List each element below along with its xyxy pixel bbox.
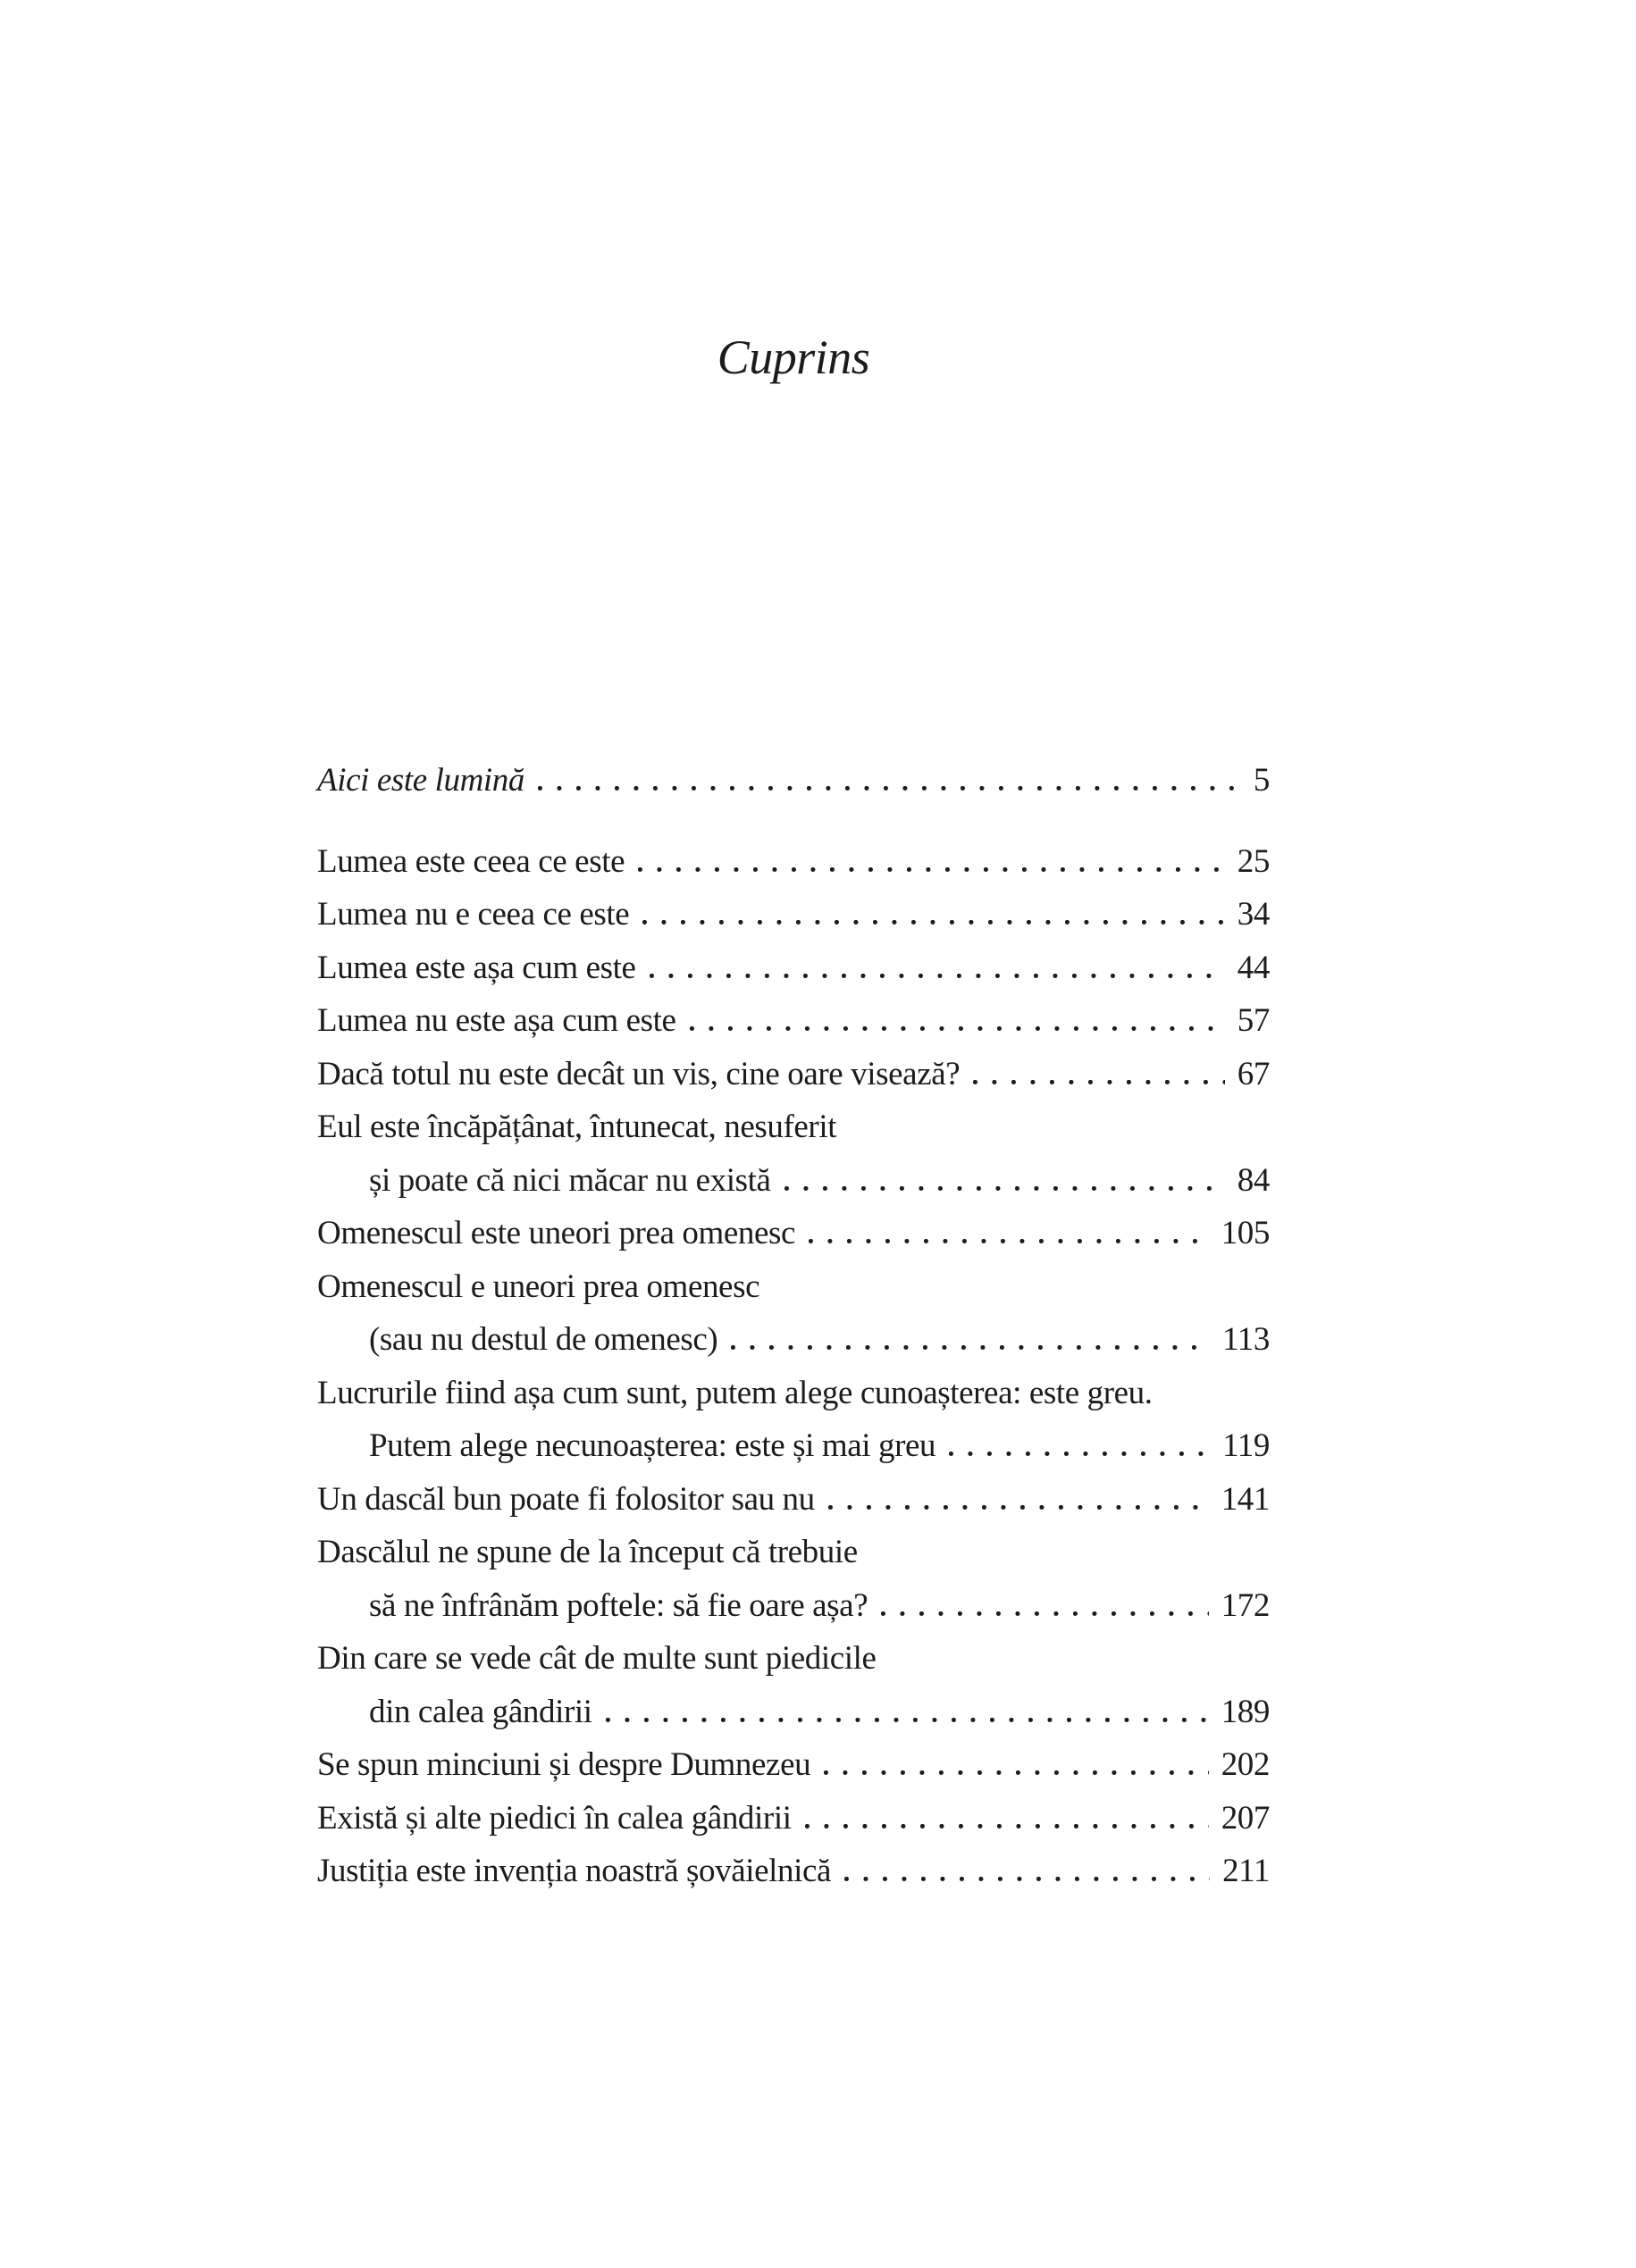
table-of-contents	[317, 754, 1270, 1898]
toc-entry	[317, 1845, 1270, 1898]
toc-entry	[317, 1686, 1270, 1739]
toc-entry-page-number: 34	[1237, 896, 1270, 933]
toc-entry-page-number: 113	[1222, 1321, 1270, 1358]
toc-entry-title: Putem alege necunoașterea: este și mai greu	[369, 1427, 936, 1464]
toc-entry-title: Lumea este ceea ce este	[317, 842, 625, 880]
toc-entry	[317, 888, 1270, 942]
toc-entry	[317, 1048, 1270, 1101]
toc-entry-title: Există și alte piedici în calea gândirii	[317, 1799, 792, 1837]
toc-entry	[317, 1738, 1270, 1792]
toc-entry	[317, 835, 1270, 889]
toc-entry-title: Se spun minciuni și despre Dumnezeu	[317, 1746, 811, 1783]
toc-entry-page-number: 141	[1221, 1480, 1270, 1518]
toc-entry-title: Lumea este așa cum este	[317, 949, 636, 986]
page-title: Cuprins	[717, 331, 870, 384]
toc-entry	[317, 1526, 1270, 1579]
toc-entry-title: și poate că nici măcar nu există	[369, 1161, 771, 1199]
dot-leader	[844, 1877, 1210, 1881]
toc-entry	[317, 1632, 1270, 1686]
toc-entry-page-number: 211	[1222, 1853, 1270, 1889]
toc-entry-title: Un dascăl bun poate fi folositor sau nu	[317, 1480, 815, 1518]
toc-entry-title: Omenescul este uneori prea omenesc	[317, 1215, 796, 1251]
toc-entry	[317, 1101, 1270, 1154]
toc-entry	[317, 1792, 1270, 1845]
toc-entry-title: Justiția este invenția noastră șovăielnică	[317, 1853, 832, 1889]
dot-leader	[606, 1718, 1209, 1722]
toc-entry-page-number: 189	[1221, 1693, 1270, 1730]
dot-leader	[828, 1505, 1209, 1510]
toc-entry-title: din calea gândirii	[369, 1693, 592, 1730]
dot-leader	[784, 1186, 1225, 1191]
text-block	[317, 0, 1270, 1898]
toc-entry-title: Eul este încăpățânat, întunecat, nesuferit	[317, 1109, 837, 1145]
toc-entry-page-number: 5	[1253, 762, 1270, 799]
toc-entry-page-number: 207	[1221, 1799, 1270, 1837]
dot-leader	[949, 1452, 1210, 1456]
dot-leader	[809, 1239, 1209, 1243]
toc-entry-title: Aici este lumină	[317, 762, 524, 799]
dot-leader	[638, 867, 1225, 872]
toc-entry	[317, 754, 1270, 808]
toc-entry-page-number: 44	[1237, 949, 1270, 986]
toc-entry-page-number: 67	[1237, 1055, 1270, 1092]
toc-entry-page-number: 84	[1237, 1161, 1270, 1199]
dot-leader	[690, 1026, 1225, 1031]
toc-entry	[317, 1313, 1270, 1367]
toc-entry	[317, 1207, 1270, 1260]
toc-entry	[317, 1579, 1270, 1633]
dot-leader	[538, 786, 1241, 791]
toc-entry	[317, 1154, 1270, 1208]
toc-entry-title: Lumea nu este așa cum este	[317, 1002, 676, 1039]
toc-entry-title: (sau nu destul de omenesc)	[369, 1321, 718, 1358]
toc-entry-page-number: 119	[1222, 1427, 1270, 1464]
dot-leader	[650, 974, 1225, 978]
dot-leader	[642, 920, 1225, 925]
toc-entry-title: Lucrurile fiind așa cum sunt, putem alege cunoașterea: este greu.	[317, 1374, 1153, 1411]
toc-entry	[317, 1260, 1270, 1314]
toc-entry-page-number: 105	[1221, 1215, 1270, 1251]
toc-entry-page-number: 202	[1221, 1746, 1270, 1783]
toc-entry-title: să ne înfrânăm poftele: să fie oare așa?	[369, 1586, 868, 1624]
toc-entry-page-number: 25	[1237, 842, 1270, 880]
toc-entry-title: Din care se vede cât de multe sunt piedicile	[317, 1640, 877, 1677]
toc-entry	[317, 1419, 1270, 1473]
toc-entry	[317, 994, 1270, 1048]
toc-entry-title: Omenescul e uneori prea omenesc	[317, 1268, 760, 1305]
toc-entry-title: Dascălul ne spune de la început că trebuie	[317, 1534, 858, 1570]
toc-entry-title: Dacă totul nu este decât un vis, cine oare visează?	[317, 1055, 961, 1092]
dot-leader	[731, 1345, 1210, 1350]
toc-entry	[317, 942, 1270, 995]
toc-entry-title: Lumea nu e ceea ce este	[317, 896, 630, 933]
dot-leader	[973, 1080, 1225, 1084]
toc-entry-page-number: 57	[1237, 1002, 1270, 1039]
dot-leader	[881, 1611, 1208, 1616]
toc-entry	[317, 1473, 1270, 1527]
dot-leader	[805, 1824, 1209, 1829]
dot-leader	[824, 1770, 1208, 1775]
toc-entry	[317, 1367, 1270, 1420]
toc-entry-page-number: 172	[1221, 1586, 1270, 1624]
